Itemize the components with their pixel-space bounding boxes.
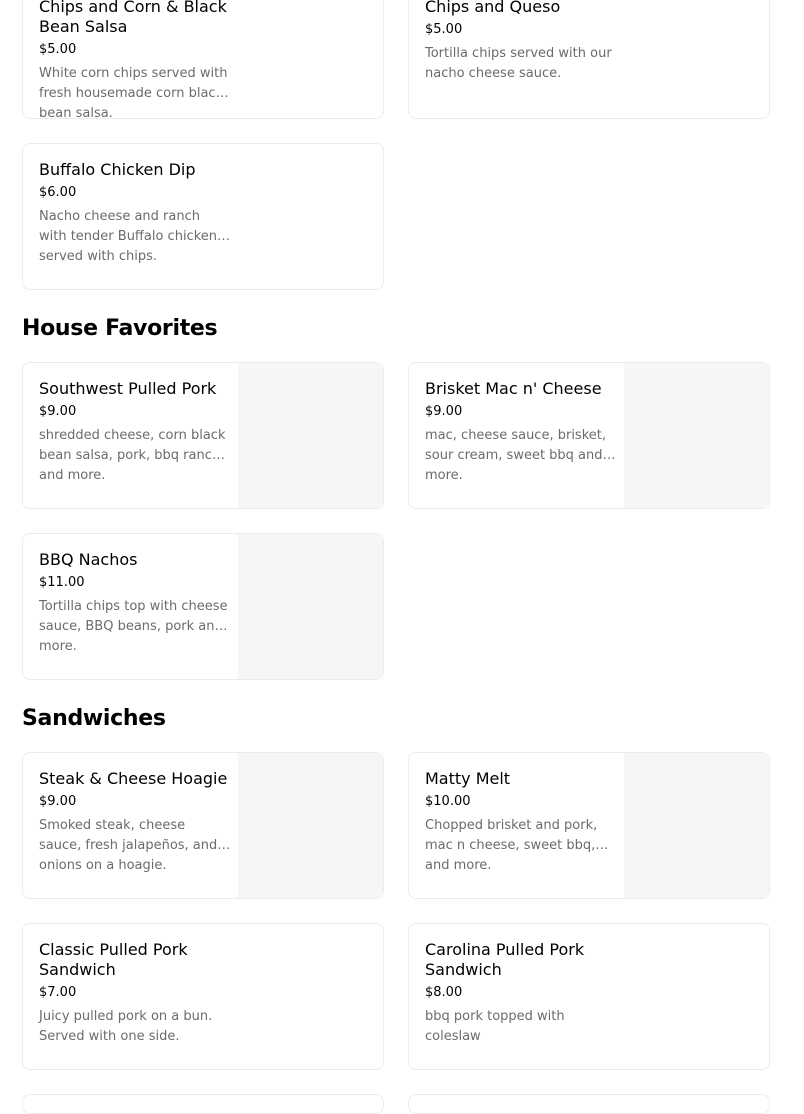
menu-item-description: bbq pork topped with coleslaw (425, 1009, 565, 1044)
section-title-house-favorites: House Favorites (22, 316, 218, 341)
menu-item-card[interactable] (408, 0, 770, 119)
menu-item-description: Tortilla chips top with cheese sauce, BBQ beans, pork and more. (39, 599, 228, 654)
menu-item-name: Steak & Cheese Hoagie (39, 769, 228, 788)
menu-item-card[interactable] (22, 1094, 384, 1114)
menu-item-name: Southwest Pulled Pork (39, 379, 217, 398)
menu-item-card[interactable] (22, 143, 384, 290)
menu-item-description: Tortilla chips served with our nacho cheese sauce. (425, 46, 612, 81)
menu-item-text (425, 769, 617, 873)
menu-item-card[interactable] (22, 0, 384, 119)
menu-item-image-placeholder (238, 753, 383, 898)
menu-item-price: $11.00 (39, 575, 85, 590)
menu-item-text (39, 769, 231, 873)
menu-item-description: Chopped brisket and pork, mac n cheese, sweet bbq, and more. (425, 818, 598, 873)
menu-item-name: Matty Melt (425, 769, 511, 788)
menu-item-text (425, 0, 617, 84)
menu-item-description: Juicy pulled pork on a bun. Served with one side. (39, 1009, 213, 1044)
menu-item-card[interactable] (22, 923, 384, 1070)
menu-item-image-placeholder (624, 363, 769, 508)
menu-item-name: Brisket Mac n' Cheese (425, 379, 602, 398)
menu-item-card[interactable] (22, 533, 384, 680)
section-title-sandwiches: Sandwiches (22, 706, 166, 731)
menu-item-text (39, 940, 231, 1047)
menu-item-description: shredded cheese, corn black bean salsa, pork, bbq ranch and more. (39, 428, 226, 483)
menu-item-description: White corn chips served with fresh housemade corn black bean salsa. (39, 66, 228, 121)
menu-item-price: $8.00 (425, 985, 463, 1000)
menu-item-price: $5.00 (39, 42, 77, 57)
menu-item-name: Buffalo Chicken Dip (39, 160, 196, 179)
menu-item-description: Smoked steak, cheese sauce, fresh jalapeños, and onions on a hoagie. (39, 818, 218, 873)
menu-item-name: Chips and Corn & Black Bean Salsa (39, 0, 227, 36)
menu-item-name: Chips and Queso (425, 0, 561, 16)
menu-item-card[interactable] (22, 752, 384, 899)
menu-item-card[interactable] (22, 362, 384, 509)
menu-item-price: $9.00 (39, 794, 77, 809)
menu-item-price: $9.00 (425, 404, 463, 419)
menu-item-text (39, 160, 231, 264)
menu-item-description: mac, cheese sauce, brisket, sour cream, sweet bbq and more. (425, 428, 606, 483)
menu-item-image-placeholder (624, 753, 769, 898)
menu-item-price: $10.00 (425, 794, 471, 809)
menu-item-image-placeholder (238, 363, 383, 508)
menu-item-name: Carolina Pulled Pork Sandwich (425, 940, 585, 979)
menu-item-card[interactable] (408, 752, 770, 899)
menu-item-price: $6.00 (39, 185, 77, 200)
menu-item-text (39, 379, 231, 483)
menu-item-card[interactable] (408, 1094, 770, 1114)
menu-item-text (39, 550, 231, 654)
menu-item-price: $7.00 (39, 985, 77, 1000)
menu-item-name: Classic Pulled Pork Sandwich (39, 940, 188, 979)
menu-item-price: $5.00 (425, 22, 463, 37)
menu-item-description: Nacho cheese and ranch with tender Buffalo chicken, served with chips. (39, 209, 222, 264)
menu-item-text (425, 379, 617, 483)
menu-item-name: BBQ Nachos (39, 550, 138, 569)
menu-item-card[interactable] (408, 923, 770, 1070)
menu-item-text (39, 0, 231, 121)
menu-item-card[interactable] (408, 362, 770, 509)
menu-item-image-placeholder (238, 534, 383, 679)
menu-item-text (425, 940, 617, 1047)
menu-item-price: $9.00 (39, 404, 77, 419)
